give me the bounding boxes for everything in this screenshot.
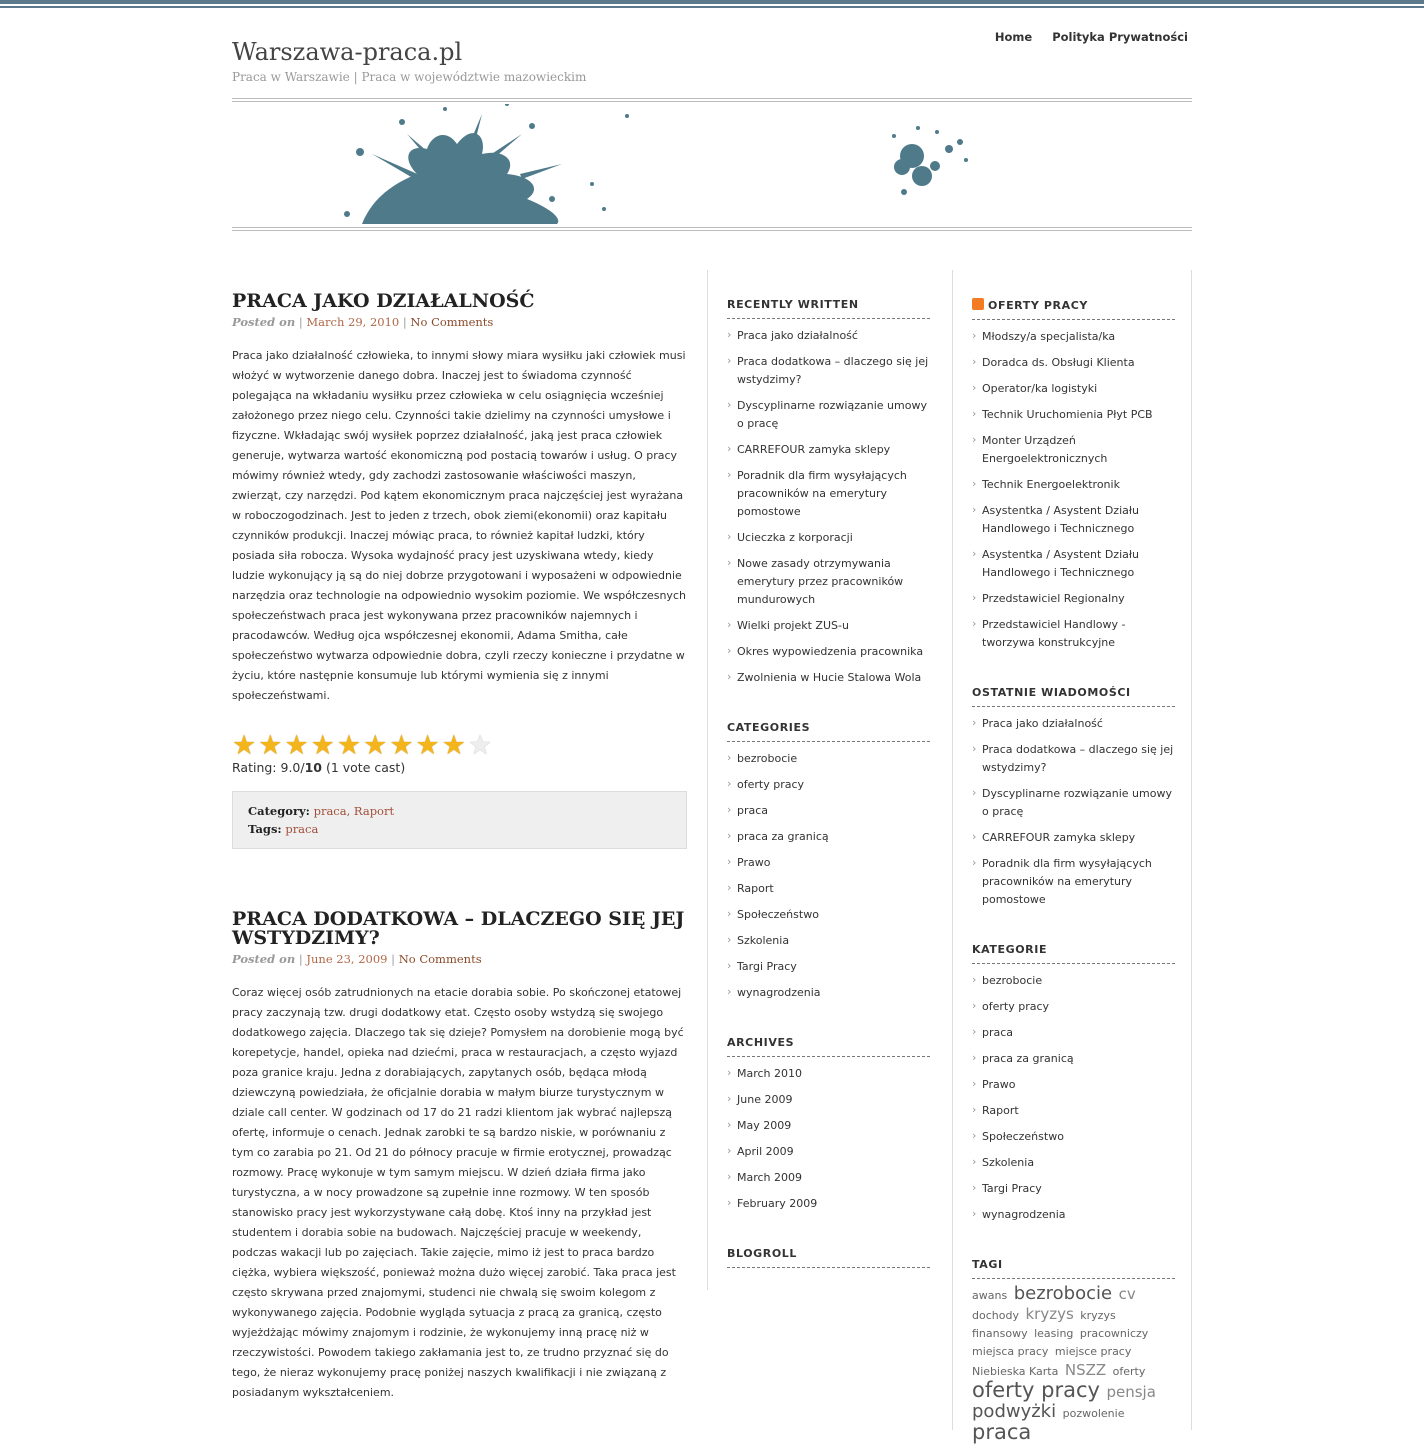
column-divider — [707, 270, 708, 1290]
top-navigation — [979, 30, 1188, 44]
categories-list — [727, 748, 930, 1008]
latest-news-heading: OSTATNIE WIADOMOŚCI — [972, 686, 1175, 707]
posted-on-label: Posted on — [232, 952, 296, 966]
category-link[interactable]: › Prawo — [727, 852, 930, 878]
star-icon[interactable]: ★ — [389, 730, 414, 761]
category-link[interactable]: › praca — [972, 1022, 1175, 1048]
categories-heading: CATEGORIES — [727, 721, 930, 742]
recent-post-link[interactable]: › Ucieczka z korporacji — [727, 527, 930, 553]
star-icon[interactable]: ★ — [415, 730, 440, 761]
site-title[interactable]: Warszawa-praca.pl — [232, 38, 463, 66]
archive-link[interactable]: › February 2009 — [727, 1193, 930, 1219]
news-link[interactable]: › Poradnik dla firm wysyłających pracowników na emerytury pomostowe — [972, 853, 1175, 915]
job-offer-link[interactable]: › Asystentka / Asystent Działu Handlowego i Technicznego — [972, 544, 1175, 588]
job-offer-link[interactable]: › Asystentka / Asystent Działu Handlowego i Technicznego — [972, 500, 1175, 544]
job-offer-link[interactable]: › Monter Urządzeń Energoelektronicznych — [972, 430, 1175, 474]
category-link[interactable]: › Społeczeństwo — [972, 1126, 1175, 1152]
tag-link[interactable]: leasing — [1034, 1327, 1074, 1340]
category-link[interactable]: › Targi Pracy — [727, 956, 930, 982]
post-title[interactable]: PRACA JAKO DZIAŁALNOŚĆ — [232, 290, 535, 312]
post-article — [232, 292, 687, 849]
tag-link[interactable]: bezrobocie — [1013, 1283, 1113, 1304]
tag-link[interactable]: podwyżki — [972, 1401, 1057, 1422]
job-offers-list — [972, 326, 1175, 658]
news-link[interactable]: › CARREFOUR zamyka sklepy — [972, 827, 1175, 853]
recent-post-link[interactable]: › Poradnik dla firm wysyłających pracowników na emerytury pomostowe — [727, 465, 930, 527]
ink-splash-banner — [232, 104, 1192, 224]
blogroll-heading: BLOGROLL — [727, 1247, 930, 1268]
recently-written-heading: RECENTLY WRITTEN — [727, 298, 930, 319]
rating-summary — [232, 760, 687, 775]
post-article — [232, 910, 687, 1403]
latest-news-list — [972, 713, 1175, 915]
tags-label: Tags: — [248, 822, 282, 836]
star-icon[interactable]: ★ — [441, 730, 466, 761]
post-comments-link[interactable]: No Comments — [410, 315, 494, 329]
tag-link[interactable]: Niebieska Karta — [972, 1365, 1059, 1378]
category-link[interactable]: › Szkolenia — [727, 930, 930, 956]
tag-link[interactable]: miejsce pracy — [1054, 1345, 1132, 1358]
job-offer-link[interactable]: › Technik Energoelektronik — [972, 474, 1175, 500]
kategorie-heading: KATEGORIE — [972, 943, 1175, 964]
posted-on-label: Posted on — [232, 315, 296, 329]
post-title[interactable]: PRACA DODATKOWA – DLACZEGO SIĘ JEJ WSTYDZIMY? — [232, 908, 685, 949]
recent-post-link[interactable]: › Okres wypowiedzenia pracownika — [727, 641, 930, 667]
archives-list — [727, 1063, 930, 1219]
tag-link[interactable]: praca — [972, 1420, 1032, 1444]
recent-posts-list — [727, 325, 930, 693]
tag-link[interactable]: pracowniczy — [1079, 1327, 1149, 1340]
post-meta: Posted on | June 23, 2009 | No Comments — [232, 952, 482, 966]
post-date[interactable]: March 29, 2010 — [306, 315, 400, 329]
archive-link[interactable]: › April 2009 — [727, 1141, 930, 1167]
category-link[interactable]: › praca — [727, 800, 930, 826]
category-links[interactable]: praca, Raport — [313, 804, 395, 818]
post-comments-link[interactable]: No Comments — [398, 952, 482, 966]
tag-link[interactable]: cv — [1118, 1285, 1136, 1303]
post-date[interactable]: June 23, 2009 — [306, 952, 388, 966]
category-link[interactable]: › bezrobocie — [727, 748, 930, 774]
tag-link[interactable]: dochody — [972, 1309, 1019, 1322]
category-link[interactable]: › oferty pracy — [727, 774, 930, 800]
rss-icon[interactable] — [972, 298, 984, 310]
archive-link[interactable]: › May 2009 — [727, 1115, 930, 1141]
star-icon[interactable]: ★ — [363, 730, 388, 761]
post-body: Praca jako działalność człowieka, to innymi słowy miara wysiłku jaki człowiek musi włożyć w wytworzenie danego dobra. Inaczej jest to świadoma czynność polegająca na wkładaniu wysiłku przez człowieka w celu osiągnięcia wcześniej założonego przez niego celu. Czynności takie dzielimy na czynności umysłowe i fizyczne. Wkładając swój wysiłek poprzez działalność, jaką jest praca człowiek generuje, wytwarza wartość ekonomiczną pod postacią towarów i usług. O pracy mówimy również wtedy, gdy zachodzi zastosowanie właściwości maszyn, zwierząt, czy narzędzi. Pod kątem ekonomicznym praca najczęściej jest wyrażana w roboczogodzinach. Jest to jeden z trzech, obok ziemi(ekonomii) oraz kapitału czynników produkcji. Inaczej mówiąc praca, to również kapitał ludzki, który posiada siła robocza. Wysoka wydajność pracy jest uzyskiwana wtedy, kiedy ludzie wykonujący ją są do niej dobrze przygotowani i wyposażeni w odpowiednie narzędzia oraz technologie na odpowiednio wysokim poziomie. We współczesnych społeczeństwach praca jest wykonywana przez pracowników najemnych i pracodawców. Według ojca współczesnej ekonomii, Adama Smitha, całe społeczeństwo wytwarza odpowiednie dobra, czyli rzeczy konieczne i przydatne w życiu, które następnie konsumuje lub którymi wymienia się z innymi społeczeństwami. — [232, 349, 686, 702]
rating-stars[interactable] — [232, 732, 687, 760]
archive-link[interactable]: › March 2009 — [727, 1167, 930, 1193]
category-link[interactable]: › Społeczeństwo — [727, 904, 930, 930]
category-link[interactable]: › Targi Pracy — [972, 1178, 1175, 1204]
rating-max: 10 — [304, 760, 322, 775]
archive-link[interactable]: › March 2010 — [727, 1063, 930, 1089]
tag-cloud — [972, 1285, 1175, 1445]
recent-post-link[interactable]: › Wielki projekt ZUS-u — [727, 615, 930, 641]
star-icon[interactable]: ★ — [336, 730, 362, 761]
news-link[interactable]: › Praca dodatkowa – dlaczego się jej wstydzimy? — [972, 739, 1175, 783]
star-icon[interactable]: ★ — [258, 730, 283, 761]
job-offers-title[interactable]: OFERTY PRACY — [988, 299, 1088, 312]
category-link[interactable]: › bezrobocie — [972, 970, 1175, 996]
header-divider-top — [232, 98, 1192, 102]
category-link[interactable]: › praca za granicą — [972, 1048, 1175, 1074]
category-link[interactable]: › Prawo — [972, 1074, 1175, 1100]
category-link[interactable]: › wynagrodzenia — [727, 982, 930, 1008]
star-icon[interactable]: ★ — [284, 730, 309, 761]
tag-link[interactable]: pensja — [1106, 1383, 1156, 1401]
archives-heading: ARCHIVES — [727, 1036, 930, 1057]
news-link[interactable]: › Dyscyplinarne rozwiązanie umowy o pracę — [972, 783, 1175, 827]
tag-link[interactable]: kryzys — [1080, 1309, 1116, 1322]
tag-link[interactable]: finansowy — [972, 1327, 1028, 1340]
sidebar-right — [972, 298, 1175, 1445]
recent-post-link[interactable]: › Praca jako działalność — [727, 325, 930, 351]
category-link[interactable]: › Raport — [972, 1100, 1175, 1126]
archive-link[interactable]: › June 2009 — [727, 1089, 930, 1115]
job-offers-heading — [972, 298, 1175, 320]
star-icon[interactable]: ★ — [232, 730, 257, 761]
column-divider — [952, 270, 953, 1430]
sidebar-left — [727, 298, 930, 1274]
recent-post-link[interactable]: › Praca dodatkowa – dlaczego się jej wstydzimy? — [727, 351, 930, 395]
star-icon[interactable]: ★ — [310, 730, 335, 761]
category-link[interactable]: › wynagrodzenia — [972, 1204, 1175, 1230]
post-taxonomy-box — [232, 791, 687, 849]
tags-heading: TAGI — [972, 1258, 1175, 1279]
nav-home[interactable]: Home — [994, 30, 1033, 44]
rating-prefix: Rating: 9.0/ — [232, 760, 305, 775]
kategorie-list — [972, 970, 1175, 1230]
tag-link[interactable]: NSZZ — [1064, 1361, 1107, 1379]
tag-link[interactable]: oferty pracy — [972, 1378, 1100, 1402]
star-icon[interactable]: ★ — [467, 730, 493, 761]
category-link[interactable]: › praca za granicą — [727, 826, 930, 852]
tag-link[interactable]: pozwolenie — [1062, 1407, 1125, 1420]
tag-link[interactable]: oferty — [1112, 1365, 1146, 1378]
tag-link[interactable]: miejsca pracy — [972, 1345, 1049, 1358]
tag-links[interactable]: praca — [285, 822, 319, 836]
job-offer-link[interactable]: › Technik Uruchomienia Płyt PCB — [972, 404, 1175, 430]
news-link[interactable]: › Praca jako działalność — [972, 713, 1175, 739]
rating-votes: (1 vote cast) — [321, 760, 406, 775]
job-offer-link[interactable]: › Młodszy/a specjalista/ka — [972, 326, 1175, 352]
category-label: Category: — [248, 804, 310, 818]
job-offer-link[interactable]: › Przedstawiciel Regionalny — [972, 588, 1175, 614]
post-meta: Posted on | March 29, 2010 | No Comments — [232, 315, 494, 329]
site-description: Praca w Warszawie | Praca w województwie mazowieckim — [232, 70, 587, 84]
header-divider-bottom — [232, 227, 1192, 231]
recent-post-link[interactable]: › CARREFOUR zamyka sklepy — [727, 439, 930, 465]
nav-privacy-policy[interactable]: Polityka Prywatności — [1052, 30, 1188, 44]
category-link[interactable]: › oferty pracy — [972, 996, 1175, 1022]
recent-post-link[interactable]: › Zwolnienia w Hucie Stalowa Wola — [727, 667, 930, 693]
column-divider — [1191, 270, 1192, 1430]
tag-link[interactable]: awans — [972, 1289, 1008, 1302]
job-offer-link[interactable]: › Doradca ds. Obsługi Klienta — [972, 352, 1175, 378]
tag-link[interactable]: kryzys — [1025, 1305, 1074, 1323]
category-link[interactable]: › Raport — [727, 878, 930, 904]
category-link[interactable]: › Szkolenia — [972, 1152, 1175, 1178]
main-content — [232, 274, 687, 1403]
job-offer-link[interactable]: › Przedstawiciel Handlowy - tworzywa konstrukcyjne — [972, 614, 1175, 658]
recent-post-link[interactable]: › Nowe zasady otrzymywania emerytury przez pracowników mundurowych — [727, 553, 930, 615]
job-offer-link[interactable]: › Operator/ka logistyki — [972, 378, 1175, 404]
recent-post-link[interactable]: › Dyscyplinarne rozwiązanie umowy o pracę — [727, 395, 930, 439]
post-body: Coraz więcej osób zatrudnionych na etacie dorabia sobie. Po skończonej etatowej pracy zaczynają tzw. drugi dodatkowy etat. Często osoby wstydzą się swojego dodatkowego zajęcia. Dlaczego tak się dzieje? Pomysłem na dorobienie mogą być korepetycje, handel, opieka nad dziećmi, praca w restauracjach, a często wyjazd poza granice kraju. Jedna z dorabiających, zapytanych osób, będąca młodą dziewczyną powiedziała, że oficjalnie dorabia w małym biurze turystycznym w dziale call center. W godzinach od 17 do 21 radzi klientom jak wybrać najlepszą ofertę, informuje o cenach. Jednak zarobki te są bardzo niskie, w porównaniu z tym co zarabia po 21. Od 21 do północy pracuje w firmie erotycznej, prowadząc rozmowy. Pracę wykonuje w tym samym miejscu. W dzień działa firma jako turystyczna, a w nocy prowadzone są zupełnie inne rozmowy. W ten sposób stanowisko pracy jest wykorzystywane całą dobę. Ktoś inny na przykład jest studentem i dorabia sobie na budowach. Najczęściej pracuje w weekendy, podczas wakacji lub po zajęciach. Takie zajęcie, mimo iż jest to praca bardzo ciężka, wybiera większość, ponieważ można dużo więcej zarobić. Taka praca jest często skrywana przed znajomymi, studenci nie chwalą się swoim kolegom z wykonywanego zajęcia. Podobnie wygląda sytuacja z pracą za granicą, często wyjeżdżając mówimy znajomym i rodzinie, że wykonujemy inną pracę niż w rzeczywistości. Powodem takiego zakłamania jest to, ze trudno przyznać się do tego, że nieraz wykonujemy pracę poniżej naszych kwalifikacji i nie związaną z posiadanym wykształceniem. — [232, 986, 684, 1399]
